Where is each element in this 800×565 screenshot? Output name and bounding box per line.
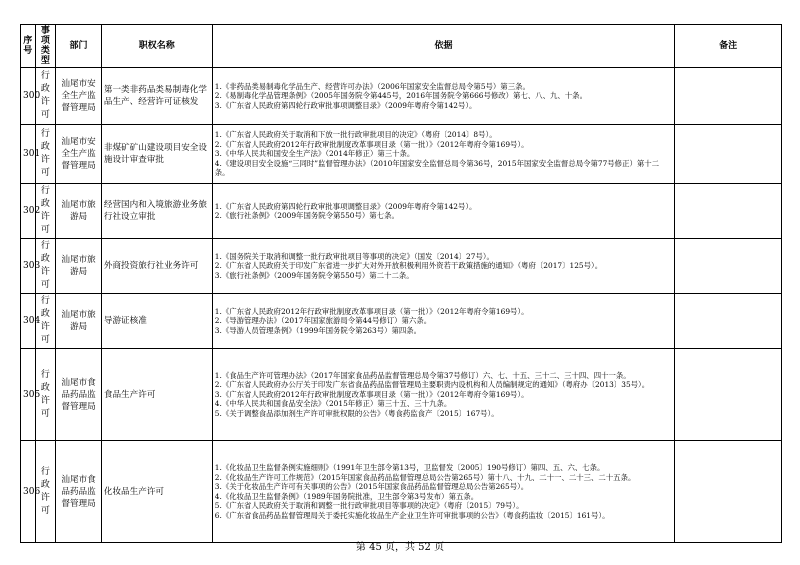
table-row [21, 239, 782, 294]
basis-item: 1.《广东省人民政府2012年行政审批制度改革事项目录（第一批）》（2012年粤府令第169号）。 [214, 306, 529, 316]
legal-basis [212, 349, 674, 441]
basis-item: 3.《广东省人民政府2012年行政审批制度改革事项目录（第一批）》（2012年粤府令第169号）。 [214, 389, 529, 399]
basis-item: 1.《国务院关于取消和调整一批行政审批项目等事项的决定》（国发〔2014〕27号）。 [214, 251, 494, 261]
department: 汕尾市旅游局 [56, 184, 102, 239]
table-body [21, 68, 782, 543]
header-dept: 部门 [56, 25, 102, 68]
authority-table [20, 24, 782, 543]
basis-item: 2.《广东省人民政府办公厅关于印发广东省食品药品监督管理局主要职责内设机构和人员编制规定的通知》（粤府办〔2013〕35号）。 [214, 380, 650, 390]
authority-name: 化妆品生产许可 [101, 441, 212, 543]
basis-item: 3.《导游人员管理条例》（1999年国务院令第263号）第四条。 [214, 325, 422, 335]
header-type: 事项类型 [35, 25, 56, 68]
header-no: 序号 [21, 25, 36, 68]
basis-item: 1.《食品生产许可管理办法》（2017年国家食品药品监督管理总局令第37号修订）六、七、十五、三十二、三十四、四十一条。 [214, 370, 631, 380]
header-basis: 依据 [212, 25, 674, 68]
item-type: 行政许可 [35, 441, 56, 543]
department: 汕尾市食品药品监督管理局 [56, 349, 102, 441]
basis-item: 3.《广东省人民政府第四轮行政审批事项调整目录》（2009年粤府令第142号）。 [214, 100, 477, 110]
table-header-row [21, 25, 782, 68]
item-type: 行政许可 [35, 349, 56, 441]
basis-item: 3.《关于化妆品生产许可有关事项的公告》（2015年国家食品药品监督管理总局公告第265号）。 [214, 482, 529, 491]
remarks [675, 125, 782, 184]
department: 汕尾市安全生产监督管理局 [56, 68, 102, 125]
item-type: 行政许可 [35, 294, 56, 349]
item-type: 行政许可 [35, 184, 56, 239]
remarks [675, 441, 782, 543]
legal-basis [212, 68, 674, 125]
remarks [675, 68, 782, 125]
remarks [675, 349, 782, 441]
item-type: 行政许可 [35, 125, 56, 184]
remarks [675, 184, 782, 239]
basis-item: 2.《易制毒化学品管理条例》（2005年国务院令第445号，2016年国务院令第666号修改）第七、八、九、十条。 [214, 91, 587, 101]
row-number: 302 [21, 184, 36, 239]
basis-item: 2.《广东省人民政府2012年行政审批制度改革事项目录（第一批）》（2012年粤府令第169号）。 [214, 139, 529, 149]
basis-item: 2.《化妆品生产许可工作规范》（2015年国家食品药品监督管理总局公告第265号）第十八、十九、二十一、二十三、二十五条。 [214, 472, 636, 482]
authority-name: 经营国内和入境旅游业务旅行社设立审批 [101, 184, 212, 239]
row-number: 304 [21, 294, 36, 349]
row-number: 301 [21, 125, 36, 184]
basis-item: 1.《广东省人民政府第四轮行政审批事项调整目录》（2009年粤府令第142号）。 [214, 201, 477, 211]
row-number: 306 [21, 441, 36, 543]
basis-item: 2.《导游管理办法》（2017年国家旅游局令第44号修订）第六条。 [214, 316, 432, 326]
row-number: 305 [21, 349, 36, 441]
basis-item: 1.《非药品类易制毒化学品生产、经营许可办法》（2006年国家安全监督总局令第5号）第三条。 [214, 81, 530, 91]
table-row [21, 349, 782, 441]
legal-basis [212, 184, 674, 239]
authority-name: 外商投资旅行社业务许可 [101, 239, 212, 294]
legal-basis [212, 125, 674, 184]
basis-item: 3.《中华人民共和国安全生产法》（2014年修正）第三十条。 [214, 149, 415, 159]
basis-item: 4.《中华人民共和国食品安全法》（2015年修正）第三十五、三十九条。 [214, 399, 452, 409]
legal-basis [212, 441, 674, 543]
row-number: 303 [21, 239, 36, 294]
table-row [21, 125, 782, 184]
basis-item: 1.《广东省人民政府关于取消和下放一批行政审批项目的决定》（粤府〔2014〕8号）。 [214, 130, 497, 140]
basis-item: 4.《化妆品卫生监督条例》（1989年国务院批准，卫生部令第3号发布）第五条。 [214, 491, 479, 501]
table-row [21, 68, 782, 125]
authority-name: 第一类非药品类易制毒化学品生产、经营许可证核发 [101, 68, 212, 125]
basis-item: 5.《广东省人民政府关于取消和调整一批行政审批项目等事项的决定》（粤府〔2015〕79号）。 [214, 501, 524, 510]
table-row [21, 441, 782, 543]
page-number: 第 45 页，共 52 页 [355, 542, 445, 553]
item-type: 行政许可 [35, 239, 56, 294]
department: 汕尾市旅游局 [56, 294, 102, 349]
basis-item: 4.《建设项目安全设施“三同时”监督管理办法》（2010年国家安全监督总局令第36号，2015年国家安全监督总局令第77号修正）第十二条。 [214, 158, 660, 178]
remarks [675, 294, 782, 349]
legal-basis [212, 239, 674, 294]
basis-item: 1.《化妆品卫生监督条例实施细则》（1991年卫生部令第13号，卫监督发〔2005〕190号修订）第四、五、六、七条。 [214, 463, 605, 472]
basis-item: 3.《旅行社条例》（2009年国务院令第550号）第二十二条。 [214, 270, 414, 280]
authority-name: 导游证核准 [101, 294, 212, 349]
basis-item: 5.《关于调整食品添加剂生产许可审批权限的公告》（粤食药监食产〔2015〕167号）。 [214, 408, 499, 418]
table-row [21, 184, 782, 239]
department: 汕尾市旅游局 [56, 239, 102, 294]
department: 汕尾市食品药品监督管理局 [56, 441, 102, 543]
legal-basis [212, 294, 674, 349]
authority-name: 食品生产许可 [101, 349, 212, 441]
basis-item: 2.《旅行社条例》（2009年国务院令第550号）第七条。 [214, 211, 399, 220]
item-type: 行政许可 [35, 68, 56, 125]
header-name: 职权名称 [101, 25, 212, 68]
basis-item: 2.《广东省人民政府关于印发广东省进一步扩大对外开放积极利用外资若干政策措施的通知》（粤府〔2017〕125号）。 [214, 261, 603, 271]
remarks [675, 239, 782, 294]
header-note: 备注 [675, 25, 782, 68]
department: 汕尾市安全生产监督管理局 [56, 125, 102, 184]
row-number: 300 [21, 68, 36, 125]
authority-name: 非煤矿矿山建设项目安全设施设计审查审批 [101, 125, 212, 184]
table-row [21, 294, 782, 349]
basis-item: 6.《广东省食品药品监督管理局关于委托实施化妆品生产企业卫生许可审批事项的公告》（粤食药监妆〔2015〕161号）。 [214, 510, 610, 520]
